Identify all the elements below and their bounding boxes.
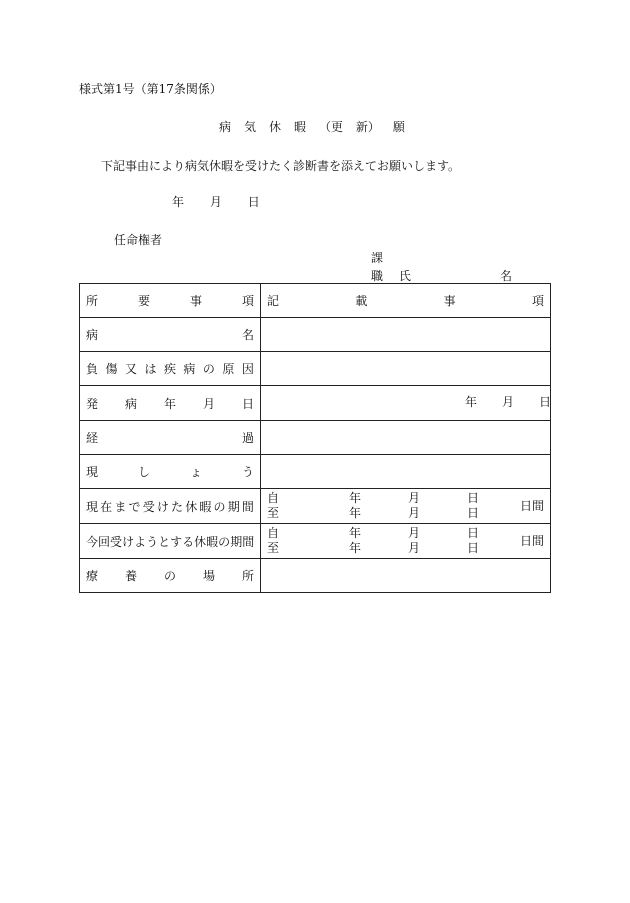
period-to-line: 至 年 月 日	[267, 541, 480, 555]
table-row	[80, 318, 551, 352]
form-number: 様式第1号（第17条関係）	[79, 82, 222, 96]
onset-date-field[interactable]: 年 月 日	[261, 386, 551, 421]
period-to-line: 至 年 月 日	[267, 506, 480, 520]
section-label: 課	[371, 251, 384, 265]
leave-taken-period-field[interactable]	[261, 489, 551, 524]
row-label-condition: 現 し ょ う	[80, 455, 261, 489]
header-left: 所 要 事 項	[80, 284, 261, 318]
table-row	[80, 421, 551, 455]
period-from-line: 自 年 月 日	[267, 526, 480, 540]
condition-field[interactable]	[261, 455, 551, 489]
row-label-disease: 病 名	[80, 318, 261, 352]
form-title: 病 気 休 暇 （更 新） 願	[219, 120, 405, 134]
header-right: 記 載 事 項	[261, 284, 551, 318]
table-row	[80, 524, 551, 559]
appointer-label: 任命権者	[114, 233, 163, 247]
row-label-cause: 負 傷 又 は 疾 病 の 原 因	[80, 352, 261, 386]
period-from-line: 自 年 月 日	[267, 491, 480, 505]
row-label-leave-taken: 現 在 ま で 受 け た 休 暇 の 期 間	[80, 489, 261, 524]
table-header-row	[80, 284, 551, 318]
table-row	[80, 455, 551, 489]
cause-field[interactable]	[261, 352, 551, 386]
date-line: 年 月 日	[172, 195, 260, 209]
leave-requested-period-field[interactable]	[261, 524, 551, 559]
progress-field[interactable]	[261, 421, 551, 455]
table-row	[80, 489, 551, 524]
row-label-place: 療 養 の 場 所	[80, 559, 261, 593]
row-label-leave-requested: 今 回 受 け よ う と す る 休 暇 の 期 間	[80, 524, 261, 559]
table-row	[80, 559, 551, 593]
leave-form-table	[79, 283, 551, 593]
table-row	[80, 386, 551, 421]
intro-text: 下記事由により病気休暇を受けたく診断書を添えてお願いします。	[101, 159, 461, 173]
days-total-label: 日間	[519, 534, 544, 548]
disease-field[interactable]	[261, 318, 551, 352]
row-label-onset: 発 病 年 月 日	[80, 386, 261, 421]
table-row	[80, 352, 551, 386]
days-total-label: 日間	[519, 499, 544, 513]
name-label: 名	[500, 269, 513, 283]
position-name-label: 職 氏	[371, 269, 411, 283]
row-label-progress: 経 過	[80, 421, 261, 455]
place-field[interactable]	[261, 559, 551, 593]
